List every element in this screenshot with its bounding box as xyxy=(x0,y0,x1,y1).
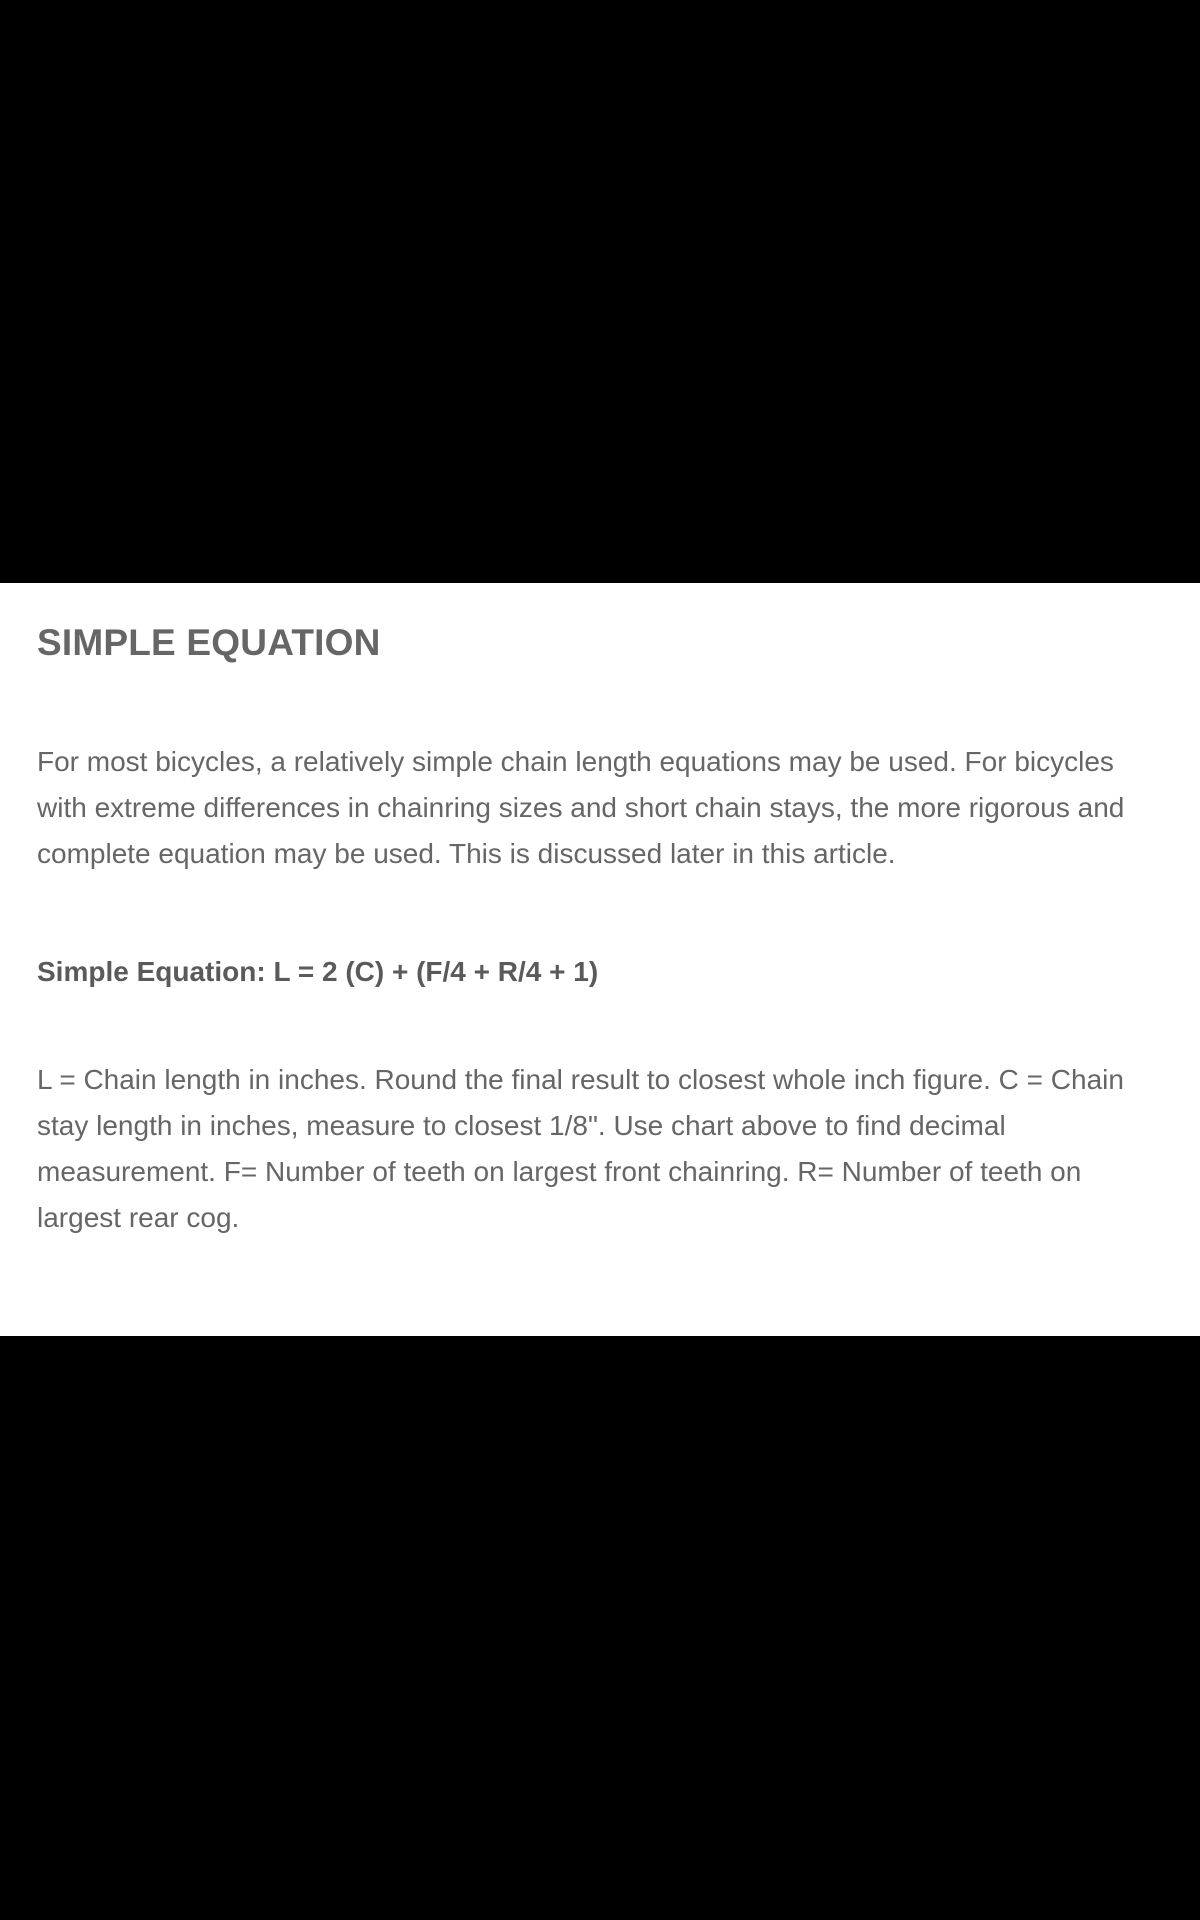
article-card xyxy=(0,583,1200,1336)
section-title: SIMPLE EQUATION xyxy=(37,622,381,663)
equation-text: Simple Equation: L = 2 (C) + (F/4 + R/4 + 1) xyxy=(37,956,599,987)
definitions-paragraph: L = Chain length in inches. Round the final result to closest whole inch figure. C = Chain stay length in inches, measure to closest 1/8". Use chart above to find decimal measurement. F= Number of teeth on largest front chainring. R= Number of teeth on largest rear cog. xyxy=(37,1064,1124,1233)
letterbox-bottom xyxy=(0,1336,1200,1920)
intro-paragraph: For most bicycles, a relatively simple chain length equations may be used. For bicycles with extreme differences in chainring sizes and short chain stays, the more rigorous and complete equation may be used. This is discussed later in this article. xyxy=(37,746,1125,869)
letterbox-top xyxy=(0,0,1200,583)
